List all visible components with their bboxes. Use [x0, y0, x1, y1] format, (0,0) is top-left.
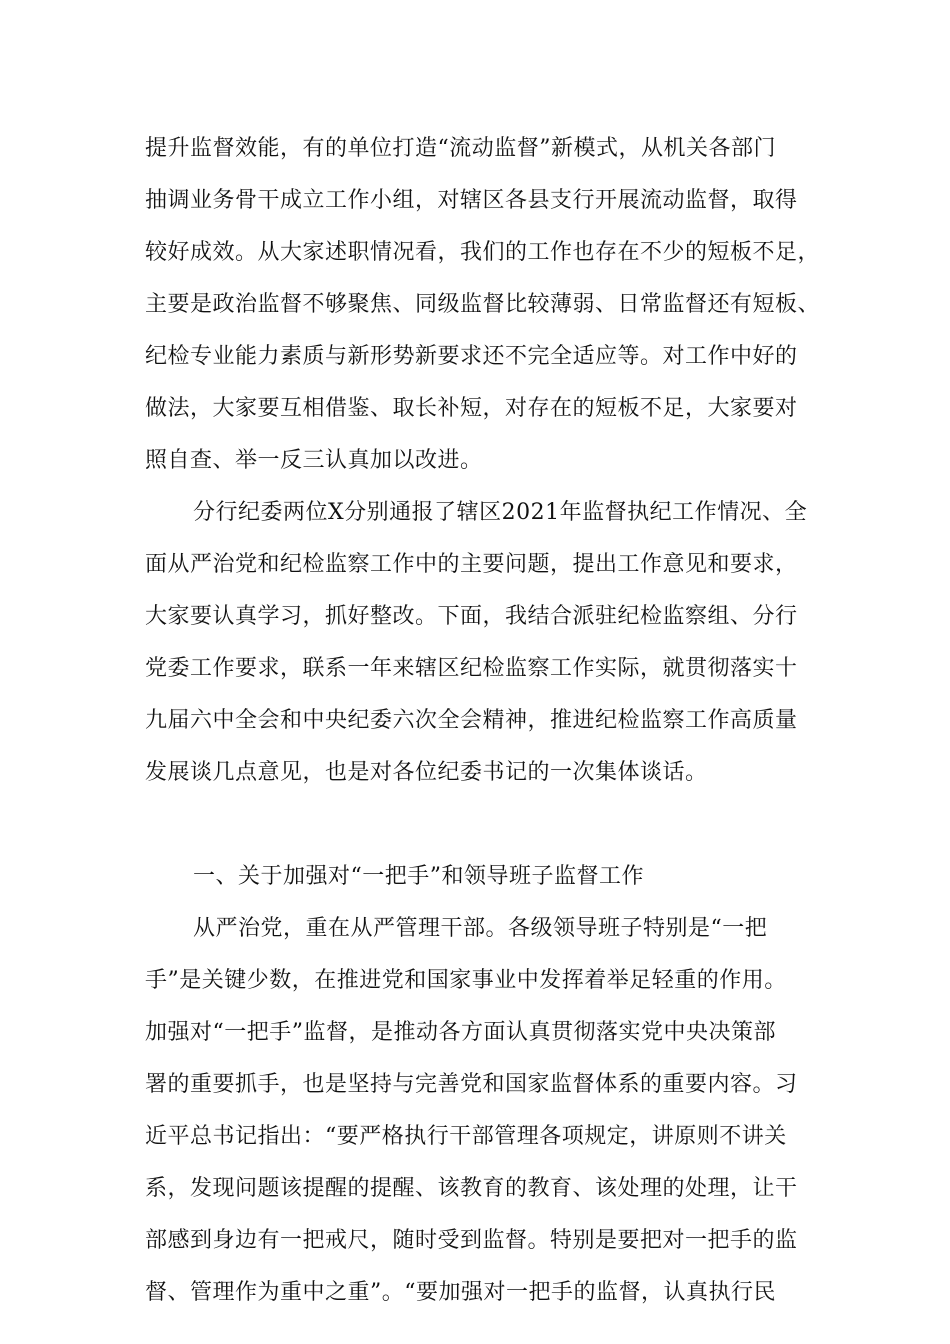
text-line: 发展谈几点意见，也是对各位纪委书记的一次集体谈话。: [145, 760, 708, 785]
text-line: 党委工作要求，联系一年来辖区纪检监察工作实际，就贯彻落实十: [145, 656, 798, 681]
text-line: 照自查、举一反三认真加以改进。: [145, 448, 483, 473]
text-line: 近平总书记指出：“要严格执行干部管理各项规定，讲原则不讲关: [145, 1124, 787, 1149]
text-line: 系，发现问题该提醒的提醒、该教育的教育、该处理的处理，让干: [145, 1176, 798, 1201]
text-line: 从严治党，重在从严管理干部。各级领导班子特别是“一把: [193, 916, 768, 941]
text-line: 提升监督效能，有的单位打造“流动监督”新模式，从机关各部门: [145, 136, 776, 161]
text-line: 分行纪委两位X分别通报了辖区2021年监督执纪工作情况、全: [193, 500, 808, 525]
text-line: 手”是关键少数，在推进党和国家事业中发挥着举足轻重的作用。: [145, 968, 787, 993]
text-line: 大家要认真学习，抓好整改。下面，我结合派驻纪检监察组、分行: [145, 604, 798, 629]
text-line: 署的重要抓手，也是坚持与完善党和国家监督体系的重要内容。习: [145, 1072, 798, 1097]
section-heading: 一、关于加强对“一把手”和领导班子监督工作: [193, 864, 644, 889]
text-line: 面从严治党和纪检监察工作中的主要问题，提出工作意见和要求，: [145, 552, 798, 577]
text-line: 较好成效。从大家述职情况看，我们的工作也存在不少的短板不足，: [145, 240, 821, 265]
text-line: 主要是政治监督不够聚焦、同级监督比较薄弱、日常监督还有短板、: [145, 292, 821, 317]
text-line: 纪检专业能力素质与新形势新要求还不完全适应等。对工作中好的: [145, 344, 798, 369]
text-line: 督、管理作为重中之重”。“要加强对一把手的监督，认真执行民: [145, 1280, 776, 1305]
text-line: 九届六中全会和中央纪委六次全会精神，推进纪检监察工作高质量: [145, 708, 798, 733]
text-line: 抽调业务骨干成立工作小组，对辖区各县支行开展流动监督，取得: [145, 188, 798, 213]
text-line: 做法，大家要互相借鉴、取长补短，对存在的短板不足，大家要对: [145, 396, 798, 421]
text-line: 部感到身边有一把戒尺，随时受到监督。特别是要把对一把手的监: [145, 1228, 798, 1253]
text-line: 加强对“一把手”监督，是推动各方面认真贯彻落实党中央决策部: [145, 1020, 776, 1045]
